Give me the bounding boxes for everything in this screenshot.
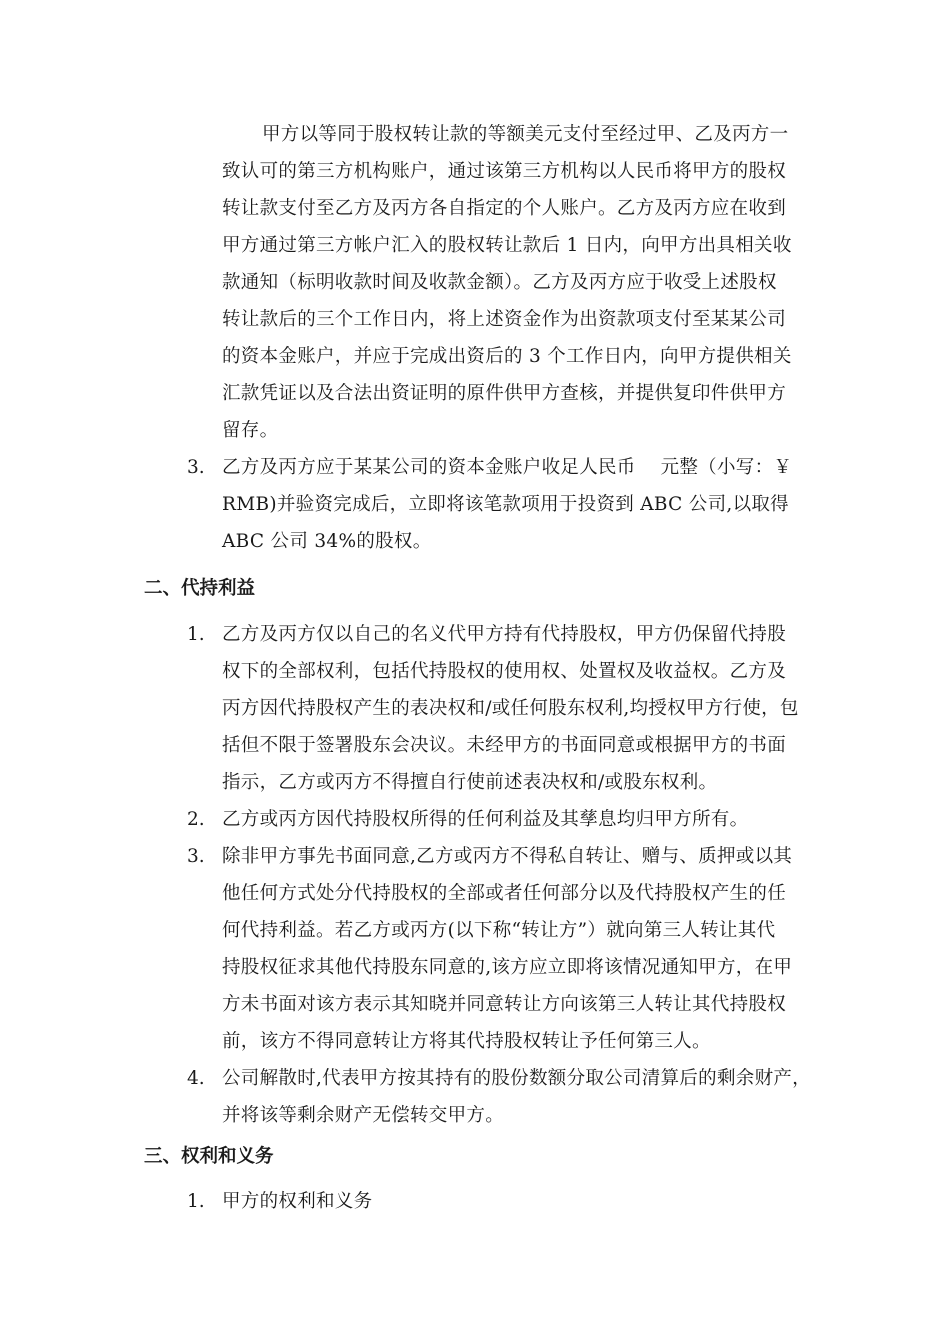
paragraph-line: 前，该方不得同意转让方将其代持股权转让予任何第三人。 [222, 1031, 711, 1052]
paragraph-line: 转让款后的三个工作日内，将上述资金作为出资款项支付至某某公司 [222, 309, 787, 330]
paragraph-line: 丙方因代持股权产生的表决权和/或任何股东权利,均授权甲方行使，包 [222, 698, 799, 719]
list-number: 2. [187, 809, 205, 830]
paragraph-line: 括但不限于签署股东会决议。未经甲方的书面同意或根据甲方的书面 [222, 735, 787, 756]
list-number: 3. [187, 457, 205, 478]
section-heading: 二、代持利益 [144, 578, 256, 599]
paragraph-line: 致认可的第三方机构账户，通过该第三方机构以人民币将甲方的股权 [222, 161, 787, 182]
paragraph-line: 款通知（标明收款时间及收款金额）。乙方及丙方应于收受上述股权 [222, 272, 777, 293]
paragraph-line: 指示，乙方或丙方不得擅自行使前述表决权和/或股东权利。 [222, 772, 718, 793]
list-number: 4. [187, 1068, 205, 1089]
paragraph-line: 何代持利益。若乙方或丙方(以下称“转让方”）就向第三人转让其代 [222, 920, 776, 941]
paragraph-line: 权下的全部权利，包括代持股权的使用权、处置权及收益权。乙方及 [222, 661, 787, 682]
paragraph-line: 公司解散时,代表甲方按其持有的股份数额分取公司清算后的剩余财产， [222, 1068, 811, 1089]
paragraph-line: 乙方及丙方仅以自己的名义代甲方持有代持股权，甲方仍保留代持股 [222, 624, 787, 645]
paragraph-line: 留存。 [222, 420, 279, 441]
list-number: 3. [187, 846, 205, 867]
paragraph-line: 甲方以等同于股权转让款的等额美元支付至经过甲、乙及丙方一 [262, 124, 789, 145]
paragraph-line: 持股权征求其他代持股东同意的,该方应立即将该情况通知甲方，在甲 [222, 957, 793, 978]
paragraph-line: 甲方通过第三方帐户汇入的股权转让款后 1 日内，向甲方出具相关收 [222, 235, 792, 256]
paragraph-line: RMB)并验资完成后，立即将该笔款项用于投资到 ABC 公司,以取得 [222, 494, 789, 515]
paragraph-line: 并将该等剩余财产无偿转交甲方。 [222, 1105, 505, 1126]
section-heading: 三、权利和义务 [144, 1146, 274, 1167]
paragraph-line: 乙方或丙方因代持股权所得的任何利益及其孳息均归甲方所有。 [222, 809, 749, 830]
paragraph-line: 乙方及丙方应于某某公司的资本金账户收足人民币 元整（小写：￥ [222, 457, 793, 478]
paragraph-line: 方未书面对该方表示其知晓并同意转让方向该第三人转让其代持股权 [222, 994, 787, 1015]
paragraph-line: ABC 公司 34%的股权。 [222, 531, 432, 552]
paragraph-line: 除非甲方事先书面同意,乙方或丙方不得私自转让、赠与、质押或以其 [222, 846, 793, 867]
paragraph-line: 的资本金账户，并应于完成出资后的 3 个工作日内，向甲方提供相关 [222, 346, 792, 367]
paragraph-line: 转让款支付至乙方及丙方各自指定的个人账户。乙方及丙方应在收到 [222, 198, 787, 219]
paragraph-line: 他任何方式处分代持股权的全部或者任何部分以及代持股权产生的任 [222, 883, 787, 904]
paragraph-line: 汇款凭证以及合法出资证明的原件供甲方查核，并提供复印件供甲方 [222, 383, 787, 404]
paragraph-line: 甲方的权利和义务 [222, 1191, 373, 1212]
list-number: 1. [187, 1191, 205, 1212]
list-number: 1. [187, 624, 205, 645]
